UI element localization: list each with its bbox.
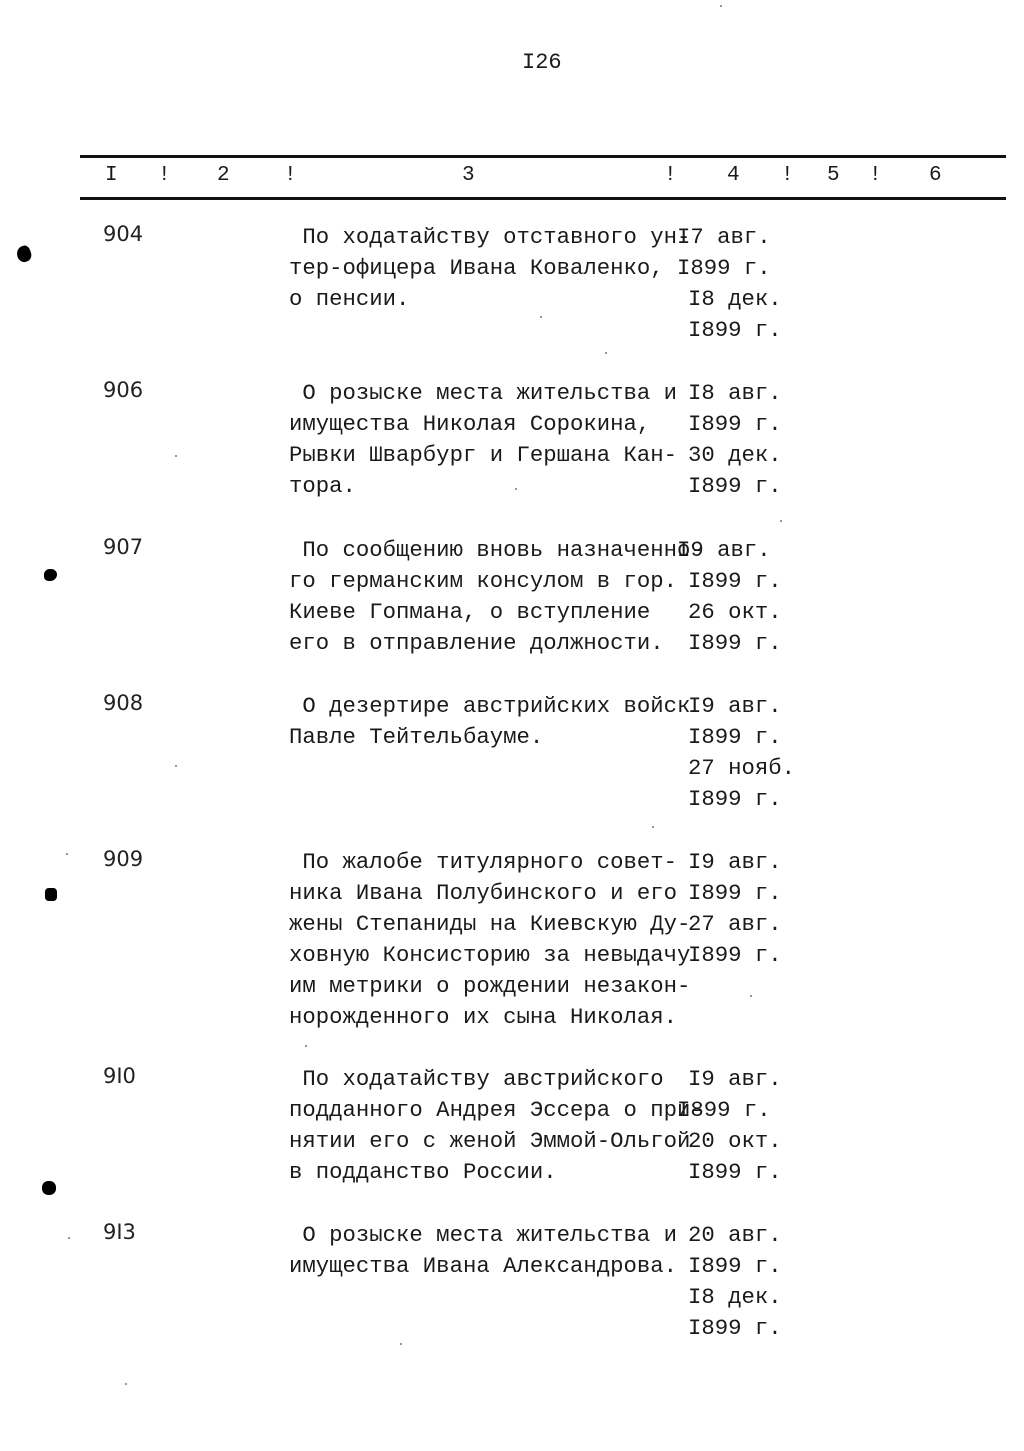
table-header bbox=[0, 164, 1024, 192]
entry-number: 9I3 bbox=[103, 1220, 136, 1244]
entry-date-end: I8 дек. bbox=[688, 286, 782, 312]
entry-date-end-year: I899 г. bbox=[688, 473, 782, 499]
binding-hole-mark bbox=[42, 1181, 56, 1195]
entry-description-line: подданного Андрея Эссера о при- bbox=[289, 1097, 704, 1123]
header-col-4: 4 bbox=[727, 164, 740, 187]
entry-description-line: тер-офицера Ивана Коваленко, bbox=[289, 255, 664, 281]
entry-description-line: имущества Николая Сорокина, bbox=[289, 411, 651, 437]
entry-date-start-year: I899 г. bbox=[688, 724, 782, 750]
scan-speck bbox=[750, 995, 752, 997]
entry-date-start-year: I899 г. bbox=[688, 411, 782, 437]
binding-hole-mark bbox=[15, 244, 34, 264]
scan-speck bbox=[66, 853, 68, 855]
header-separator: ! bbox=[781, 164, 794, 187]
entry-number: 906 bbox=[103, 378, 144, 402]
entry-description-line: О розыске места жительства и bbox=[289, 380, 678, 406]
entry-description-line: По жалобе титулярного совет- bbox=[289, 849, 678, 875]
entry-description-line: го германским консулом в гор. bbox=[289, 568, 678, 594]
scan-speck bbox=[305, 1045, 307, 1047]
entry-date-end-year: I899 г. bbox=[688, 942, 782, 968]
header-separator: ! bbox=[869, 164, 882, 187]
entry-date-end: 27 нояб. bbox=[688, 755, 796, 781]
entry-date-start: I9 авг. bbox=[688, 849, 782, 875]
entry-description-line: ховную Консисторию за невыдачу bbox=[289, 942, 691, 968]
header-col-6: 6 bbox=[929, 164, 942, 187]
entry-date-end-year: I899 г. bbox=[688, 786, 782, 812]
entry-description-line: им метрики о рождении незакон- bbox=[289, 973, 691, 999]
header-separator: ! bbox=[664, 164, 677, 187]
entry-number: 9I0 bbox=[103, 1064, 136, 1088]
entry-date-end: 30 дек. bbox=[688, 442, 782, 468]
entry-description-line: О дезертире австрийских войск bbox=[289, 693, 691, 719]
header-col-2: 2 bbox=[217, 164, 230, 187]
scan-speck bbox=[720, 5, 722, 7]
entry-date-start: I7 авг. bbox=[677, 224, 771, 250]
entry-description-line: По сообщению вновь назначенно- bbox=[289, 537, 704, 563]
scan-speck bbox=[540, 316, 542, 318]
entry-date-end-year: I899 г. bbox=[688, 630, 782, 656]
header-separator: ! bbox=[158, 164, 171, 187]
entry-number: 904 bbox=[103, 222, 144, 246]
table-header-bottom-rule bbox=[80, 197, 1006, 200]
binding-hole-mark bbox=[44, 569, 57, 581]
entry-number: 909 bbox=[103, 847, 144, 871]
entry-date-start-year: I899 г. bbox=[688, 568, 782, 594]
entry-description-line: Павле Тейтельбауме. bbox=[289, 724, 544, 750]
entry-date-start-year: I899 г. bbox=[677, 1097, 771, 1123]
entry-description-line: По ходатайству отставного ун- bbox=[289, 224, 691, 250]
page-number: I26 bbox=[522, 50, 562, 75]
entry-description-line: в подданство России. bbox=[289, 1159, 557, 1185]
header-col-5: 5 bbox=[827, 164, 840, 187]
entry-description-line: Рывки Шварбург и Гершана Кан- bbox=[289, 442, 678, 468]
entry-description-line: норожденного их сына Николая. bbox=[289, 1004, 678, 1030]
entry-description-line: По ходатайству австрийского bbox=[289, 1066, 664, 1092]
entry-date-end: 20 окт. bbox=[688, 1128, 782, 1154]
entry-date-start: I9 авг. bbox=[677, 537, 771, 563]
entry-date-end: 26 окт. bbox=[688, 599, 782, 625]
entry-description-line: имущества Ивана Александрова. bbox=[289, 1253, 678, 1279]
header-col-3: 3 bbox=[462, 164, 475, 187]
scan-speck bbox=[68, 1237, 70, 1239]
entry-description-line: жены Степаниды на Киевскую Ду- bbox=[289, 911, 691, 937]
entry-date-end: I8 дек. bbox=[688, 1284, 782, 1310]
entry-date-end-year: I899 г. bbox=[688, 317, 782, 343]
entry-date-start: 20 авг. bbox=[688, 1222, 782, 1248]
entry-description-line: тора. bbox=[289, 473, 356, 499]
entry-description-line: Киеве Гопмана, о вступление bbox=[289, 599, 651, 625]
entry-date-start: I8 авг. bbox=[688, 380, 782, 406]
entry-date-end-year: I899 г. bbox=[688, 1315, 782, 1341]
scan-speck bbox=[780, 520, 782, 522]
entry-number: 907 bbox=[103, 535, 144, 559]
entry-date-start: I9 авг. bbox=[688, 693, 782, 719]
entry-date-end: 27 авг. bbox=[688, 911, 782, 937]
entry-description-line: его в отправление должности. bbox=[289, 630, 664, 656]
table-top-rule bbox=[80, 155, 1006, 158]
scan-speck bbox=[652, 826, 654, 828]
entry-date-start-year: I899 г. bbox=[688, 1253, 782, 1279]
scan-speck bbox=[400, 1343, 402, 1345]
binding-hole-mark bbox=[45, 888, 57, 901]
entry-date-end-year: I899 г. bbox=[688, 1159, 782, 1185]
scan-speck bbox=[175, 765, 177, 767]
header-separator: ! bbox=[284, 164, 297, 187]
entry-description-line: нятии его с женой Эммой-Ольгой bbox=[289, 1128, 691, 1154]
entry-number: 908 bbox=[103, 691, 144, 715]
entry-description-line: ника Ивана Полубинского и его bbox=[289, 880, 678, 906]
header-col-1: I bbox=[105, 164, 118, 187]
scan-speck bbox=[175, 455, 177, 457]
entry-date-start-year: I899 г. bbox=[688, 880, 782, 906]
scan-speck bbox=[605, 352, 607, 354]
scan-speck bbox=[515, 488, 517, 490]
entry-description-line: о пенсии. bbox=[289, 286, 410, 312]
entry-date-start-year: I899 г. bbox=[677, 255, 771, 281]
entry-date-start: I9 авг. bbox=[688, 1066, 782, 1092]
scan-speck bbox=[125, 1383, 127, 1385]
entry-description-line: О розыске места жительства и bbox=[289, 1222, 678, 1248]
